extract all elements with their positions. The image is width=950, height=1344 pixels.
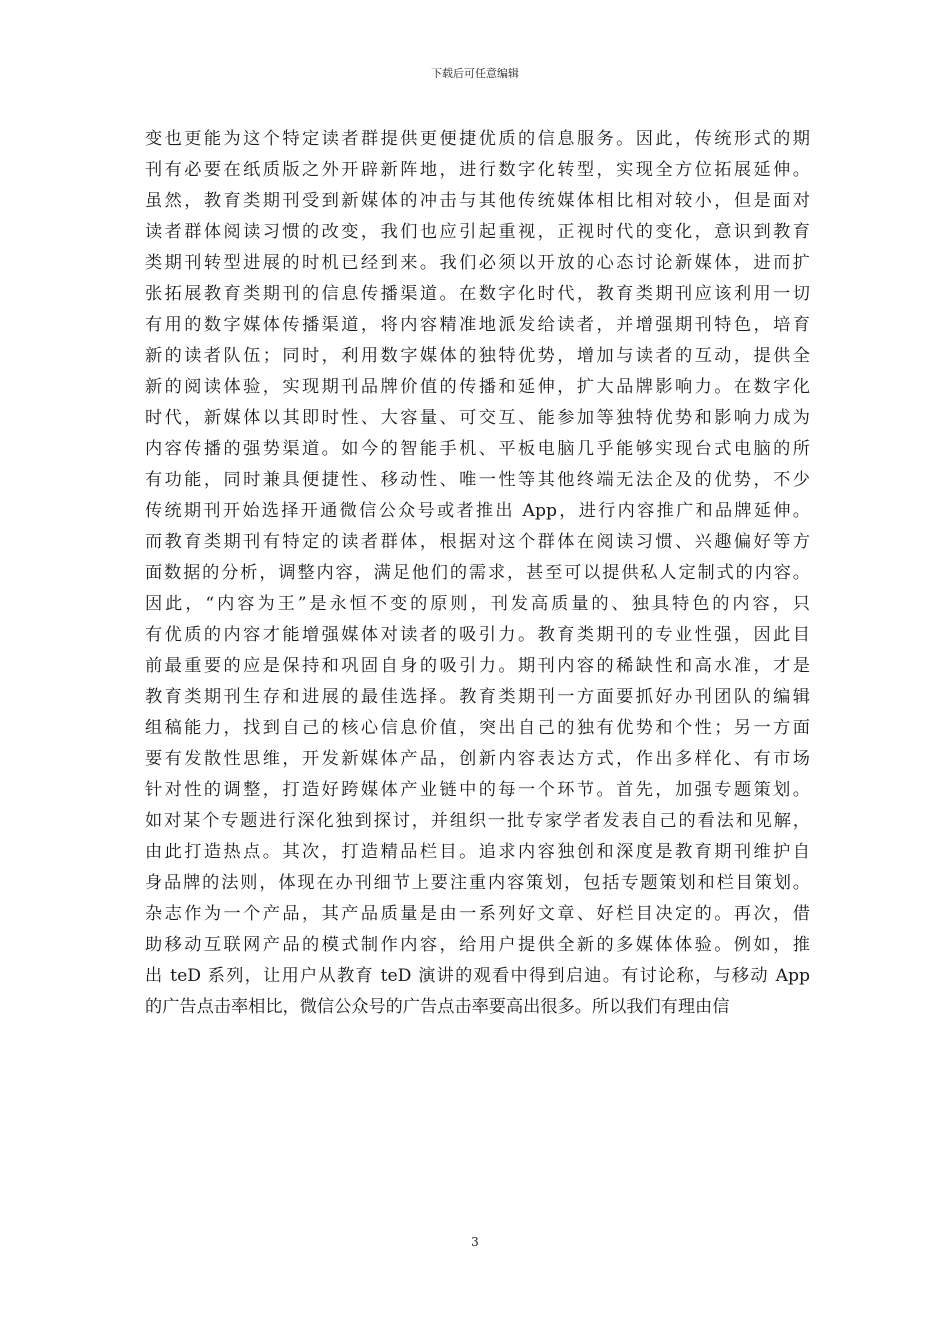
text-line: 张拓展教育类期刊的信息传播渠道。在数字化时代，教育类期刊应该利用一切 [145,284,810,304]
text-line: 有优质的内容才能增强媒体对读者的吸引力。教育类期刊的专业性强，因此目 [145,625,810,645]
text-line: 要有发散性思维，开发新媒体产品，创新内容表达方式，作出多样化、有市场 [145,749,810,769]
text-line: 前最重要的应是保持和巩固自身的吸引力。期刊内容的稀缺性和高水准，才是 [145,656,810,676]
text-line: 新的读者队伍；同时，利用数字媒体的独特优势，增加与读者的互动，提供全 [145,346,810,366]
text-line: 杂志作为一个产品，其产品质量是由一系列好文章、好栏目决定的。再次，借 [145,904,810,924]
text-line: 传统期刊开始选择开通微信公众号或者推出 App，进行内容推广和品牌延伸。 [145,501,810,521]
text-line: 由此打造热点。其次，打造精品栏目。追求内容独创和深度是教育期刊维护自 [145,842,810,862]
page-number: 3 [471,1235,479,1249]
text-line: 有用的数字媒体传播渠道，将内容精准地派发给读者，并增强期刊特色，培育 [145,315,810,335]
text-line: 新的阅读体验，实现期刊品牌价值的传播和延伸，扩大品牌影响力。在数字化 [145,377,810,397]
text-line: 时代，新媒体以其即时性、大容量、可交互、能参加等独特优势和影响力成为 [145,408,810,428]
text-line: 的广告点击率相比，微信公众号的广告点击率要高出很多。所以我们有理由信 [145,997,730,1017]
text-line: 而教育类期刊有特定的读者群体，根据对这个群体在阅读习惯、兴趣偏好等方 [145,532,810,552]
text-line: 针对性的调整，打造好跨媒体产业链中的每一个环节。首先，加强专题策划。 [145,780,810,800]
text-line: 虽然，教育类期刊受到新媒体的冲击与其他传统媒体相比相对较小，但是面对 [145,191,810,211]
text-line: 类期刊转型进展的时机已经到来。我们必须以开放的心态讨论新媒体，进而扩 [145,253,810,273]
page-header: 下载后可任意编辑 [431,67,519,80]
text-line: 因此，“内容为王”是永恒不变的原则，刊发高质量的、独具特色的内容，只 [145,594,810,614]
text-line: 变也更能为这个特定读者群提供更便捷优质的信息服务。因此，传统形式的期 [145,129,810,149]
text-line: 如对某个专题进行深化独到探讨，并组织一批专家学者发表自己的看法和见解， [145,811,810,831]
text-line: 面数据的分析，调整内容，满足他们的需求，甚至可以提供私人定制式的内容。 [145,563,810,583]
text-line: 身品牌的法则，体现在办刊细节上要注重内容策划，包括专题策划和栏目策划。 [145,873,810,893]
text-line: 刊有必要在纸质版之外开辟新阵地，进行数字化转型，实现全方位拓展延伸。 [145,160,810,180]
body-text [145,124,810,1023]
text-line: 出 teD 系列，让用户从教育 teD 演讲的观看中得到启迪。有讨论称，与移动 App [145,966,810,986]
text-line: 有功能，同时兼具便捷性、移动性、唯一性等其他终端无法企及的优势，不少 [145,470,810,490]
text-line: 助移动互联网产品的模式制作内容，给用户提供全新的多媒体体验。例如，推 [145,935,810,955]
text-line: 内容传播的强势渠道。如今的智能手机、平板电脑几乎能够实现台式电脑的所 [145,439,810,459]
text-line: 读者群体阅读习惯的改变，我们也应引起重视，正视时代的变化，意识到教育 [145,222,810,242]
text-line: 教育类期刊生存和进展的最佳选择。教育类期刊一方面要抓好办刊团队的编辑 [145,687,810,707]
text-line: 组稿能力，找到自己的核心信息价值，突出自己的独有优势和个性；另一方面 [145,718,810,738]
